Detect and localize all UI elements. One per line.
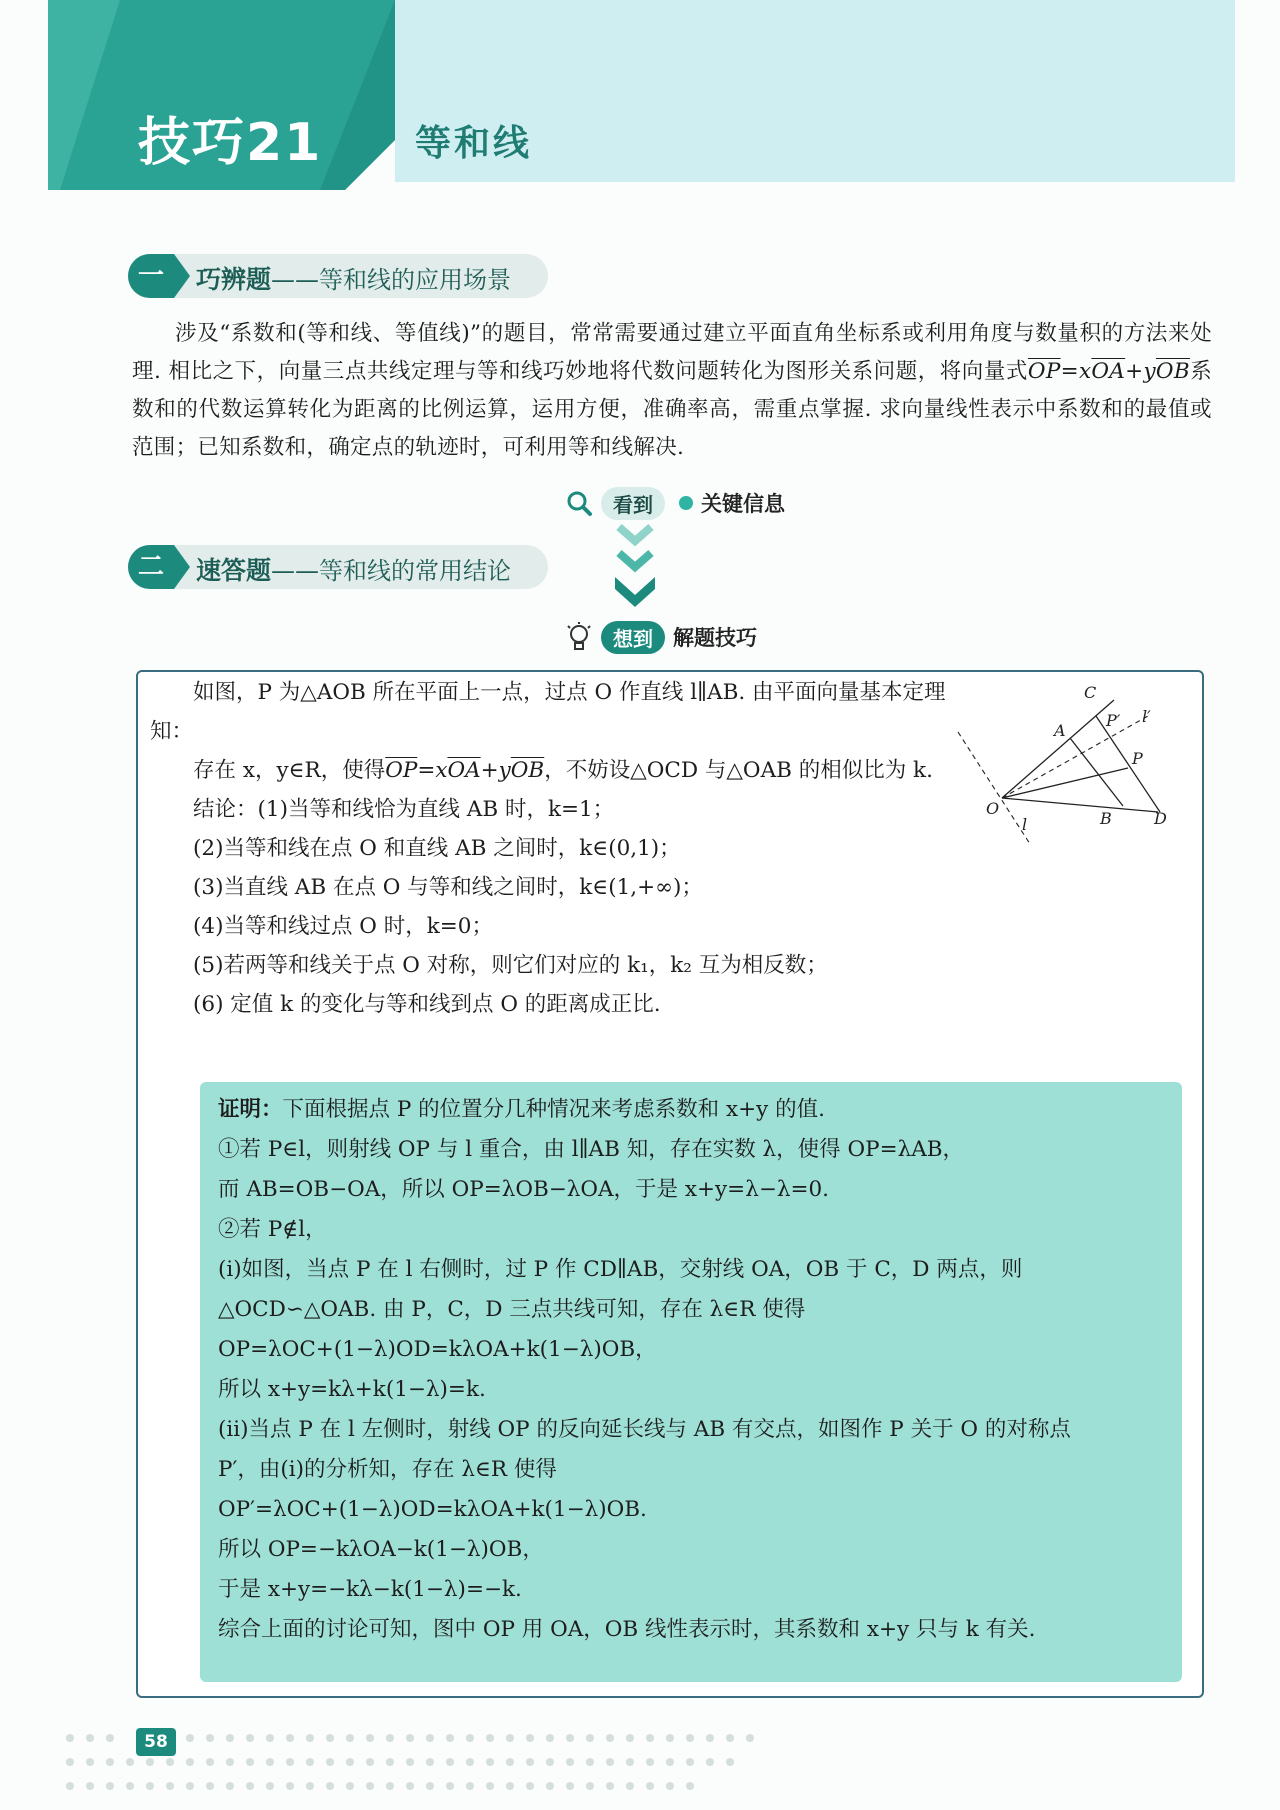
proof-line-8: 所以 x+y=kλ+k(1−λ)=k. bbox=[218, 1377, 486, 1402]
line-l-prime bbox=[1002, 716, 1148, 798]
label-d: D bbox=[1154, 809, 1167, 828]
chapter-title: 技巧21 bbox=[138, 113, 323, 173]
line-o-p bbox=[1002, 768, 1128, 798]
label-l-prime: l′ bbox=[1142, 707, 1151, 726]
bullet-dot-icon bbox=[679, 496, 693, 510]
box-l2g: ，不妨设△OCD 与△OAB 的相似比为 k. bbox=[544, 758, 933, 783]
label-p: P bbox=[1132, 749, 1143, 768]
see-label: 关键信息 bbox=[701, 492, 785, 516]
proof-p1: 下面根据点 P 的位置分几种情况来考虑系数和 x+y 的值. bbox=[282, 1097, 825, 1122]
section-1-number: 一 bbox=[128, 254, 174, 298]
proof-line-5: (i)如图，当点 P 在 l 右侧时，过 P 作 CD∥AB，交射线 OA，OB 于 C，D 两点，则 bbox=[218, 1257, 1023, 1282]
proof-line-6: △OCD∽△OAB. 由 P，C，D 三点共线可知，存在 λ∈R 使得 bbox=[218, 1297, 806, 1322]
vector-oa: $\overline{OA}$ bbox=[1091, 359, 1126, 384]
label-a: A bbox=[1054, 721, 1066, 740]
line-a-b bbox=[1070, 738, 1123, 806]
section-2-dash: —— bbox=[271, 557, 320, 585]
box-line-1: 如图，P 为△AOB 所在平面上一点，过点 O 作直线 l∥AB. 由平面向量基本定理知： bbox=[150, 680, 946, 744]
box-l2a: 存在 x，y∈R，使得 bbox=[193, 758, 386, 783]
box-l2b: $\overline{OP}$ bbox=[385, 758, 418, 783]
box-l2d: $\overline{OA}$ bbox=[447, 758, 481, 783]
conclusion-text bbox=[150, 673, 950, 1024]
geometry-figure bbox=[948, 682, 1178, 862]
section-2-title: 速答题 bbox=[196, 556, 272, 585]
proof-text bbox=[218, 1090, 1178, 1650]
line-o-c bbox=[1002, 700, 1114, 798]
label-c: C bbox=[1084, 683, 1097, 702]
see-key-info bbox=[565, 484, 785, 522]
proof-line-2: ①若 P∈l，则射线 OP 与 l 重合，由 l∥AB 知，存在实数 λ，使得 OP=λAB， bbox=[218, 1137, 965, 1162]
conclusion-3: (3)当直线 AB 在点 O 与等和线之间时，k∈(1,+∞)； bbox=[193, 875, 703, 900]
section-2-number: 二 bbox=[128, 545, 174, 589]
lightbulb-icon bbox=[565, 621, 593, 653]
line-c-d bbox=[1096, 716, 1160, 812]
section-2-subtitle: 等和线的常用结论 bbox=[319, 557, 512, 585]
proof-line-1 bbox=[218, 1090, 1178, 1130]
proof-line-10: P′，由(i)的分析知，存在 λ∈R 使得 bbox=[218, 1457, 557, 1482]
vector-ob: $\overline{OB}$ bbox=[1155, 359, 1190, 384]
proof-line-12: 所以 OP=−kλOA−k(1−λ)OB， bbox=[218, 1537, 544, 1562]
line-o-d bbox=[1002, 798, 1158, 812]
proof-line-11: OP′=λOC+(1−λ)OD=kλOA+k(1−λ)OB. bbox=[218, 1497, 647, 1522]
section-1-dash: —— bbox=[271, 266, 320, 294]
think-badge: 想到 bbox=[601, 621, 665, 654]
chapter-subtitle: 等和线 bbox=[415, 123, 533, 164]
intro-text-1: 涉及“系数和(等和线、等值线)”的题目，常常需要通过建立平面直角坐标系或利用角度与数量积的方法来处理. 相比之下，向量三点共线定理与等和线巧妙地将代数问题转化为图形关系问题，将向量式 bbox=[132, 321, 1212, 384]
proof-line-3: 而 AB=OB−OA，所以 OP=λOB−λOA，于是 x+y=λ−λ=0. bbox=[218, 1177, 829, 1202]
see-badge: 看到 bbox=[601, 487, 665, 520]
proof-line-14: 综合上面的讨论可知，图中 OP 用 OA，OB 线性表示时，其系数和 x+y 只与 k 有关. bbox=[218, 1617, 1036, 1642]
box-l2f: $\overline{OB}$ bbox=[510, 758, 545, 783]
intro-eq: = bbox=[1060, 359, 1079, 384]
page-number: 58 bbox=[136, 1728, 176, 1756]
section-1-header bbox=[128, 254, 548, 298]
proof-line-4: ②若 P∉l， bbox=[218, 1217, 327, 1242]
label-o: O bbox=[986, 799, 1000, 818]
label-b: B bbox=[1100, 809, 1112, 828]
magnifier-icon bbox=[565, 489, 593, 517]
think-label: 解题技巧 bbox=[673, 626, 757, 650]
box-l2c: =x bbox=[417, 758, 448, 783]
intro-y: y bbox=[1143, 359, 1156, 384]
proof-line-9: (ii)当点 P 在 l 左侧时，射线 OP 的反向延长线与 AB 有交点，如图作 P 关于 O 的对称点 bbox=[218, 1417, 1071, 1442]
intro-x: x bbox=[1078, 359, 1092, 384]
section-2-header bbox=[128, 545, 548, 589]
intro-paragraph bbox=[132, 315, 1212, 467]
proof-line-7: OP=λOC+(1−λ)OD=kλOA+k(1−λ)OB， bbox=[218, 1337, 657, 1362]
vector-op: $\overline{OP}$ bbox=[1027, 359, 1061, 384]
section-1-title: 巧辨题 bbox=[196, 265, 272, 294]
conclusion-6: (6) 定值 k 的变化与等和线到点 O 的距离成正比. bbox=[193, 992, 661, 1017]
down-arrows-icon bbox=[615, 523, 655, 613]
intro-text-2: 系数和的代数运算转化为距离的比例运算，运用方便，准确率高，需重点掌握. 求向量线性表示中系数和的最值或范围；已知系数和，确定点的轨迹时，可利用等和线解决. bbox=[132, 359, 1212, 460]
label-p-prime: P′ bbox=[1106, 711, 1121, 730]
conclusion-5: (5)若两等和线关于点 O 对称，则它们对应的 k₁，k₂ 互为相反数； bbox=[193, 953, 828, 978]
box-l2e: +y bbox=[480, 758, 511, 783]
think-solution-tip bbox=[565, 618, 757, 656]
section-1-subtitle: 等和线的应用场景 bbox=[319, 266, 512, 294]
proof-lead: 证明： bbox=[218, 1097, 283, 1122]
label-l: l bbox=[1022, 815, 1028, 834]
conclusion-0: 结论：(1)当等和线恰为直线 AB 时，k=1； bbox=[193, 797, 615, 822]
box-line-2 bbox=[150, 751, 950, 790]
intro-plus: + bbox=[1125, 359, 1144, 384]
proof-line-13: 于是 x+y=−kλ−k(1−λ)=−k. bbox=[218, 1577, 522, 1602]
conclusion-2: (2)当等和线在点 O 和直线 AB 之间时，k∈(0,1)； bbox=[193, 836, 681, 861]
conclusion-4: (4)当等和线过点 O 时，k=0； bbox=[193, 914, 493, 939]
